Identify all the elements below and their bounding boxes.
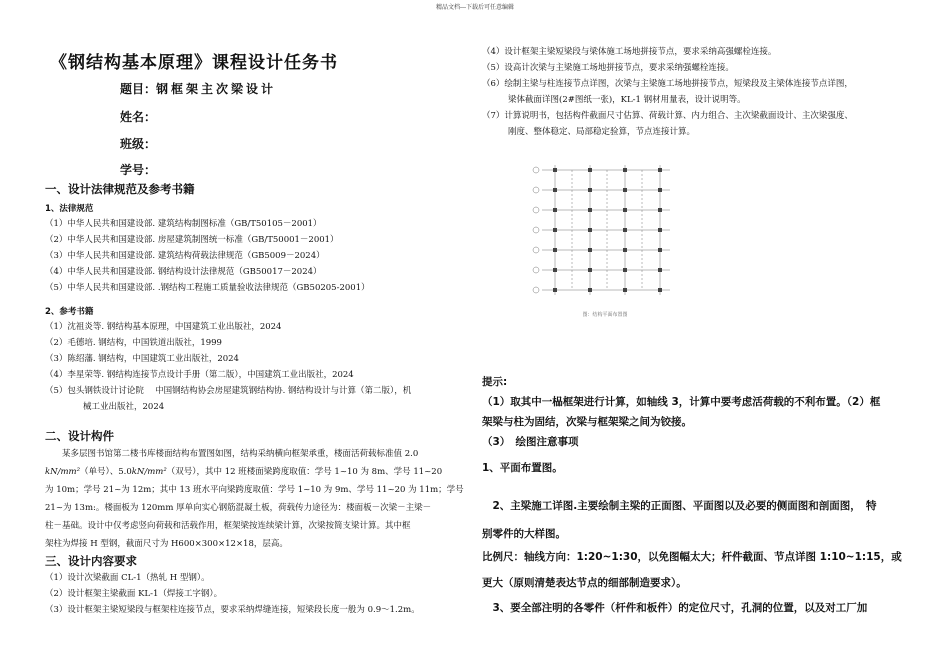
list-item: （1）沈祖炎等. 钢结构基本原理，中国建筑工业出版社，2024 [45,322,282,332]
hint-line: （3） 绘图注意事项 [482,436,579,448]
list-item: （5）包头钢铁设计讨论院 中国钢结构协会房屋建筑钢结构协. 钢结构设计与计算（第二版），机 [45,386,412,396]
note-main-beam [482,492,912,548]
paragraph-line: 某多层图书馆第二楼书库楼面结构布置图如图，结构采纳横向框架承重，楼面活荷载标准值 2.0 [62,449,419,459]
list-item: （2）毛德培. 钢结构，中国铁道出版社，1999 [45,338,222,348]
hint-block [482,392,912,452]
laws-heading: 1、法律规范 [45,204,94,214]
note-scale [482,544,912,596]
list-item: （2）设计框架主梁截面 KL-1（焊接工字钢）。 [45,589,223,599]
note-plan-layout: 1、平面布置图。 [482,462,563,474]
topic-value: 钢框架主次梁设计 [156,82,277,96]
note-dimensions: 3、要全部注明的各零件（杆件和板件）的定位尺寸，孔洞的位置，以及对工厂加 [482,602,868,614]
list-item: （1）中华人民共和国建设部. 建筑结构制图标准（GB/T50105－2001） [45,219,322,229]
topic-line [120,80,276,97]
class-label: 班级： [120,137,157,151]
paragraph-line: 为 10m；学号 21~为 12m；其中 13 班水平向梁跨度取值：学号 1~10 为 9m、学号 11~20 为 11m；学号 [45,485,464,495]
laws-list [45,216,465,296]
section-2-heading: 二、设计构件 [45,429,114,443]
hint-label: 提示: [482,376,508,388]
list-item: （2）中华人民共和国建设部. 房屋建筑制图统一标准（GB/T50001－2001） [45,235,339,245]
section-1-heading: 一、设计法律规范及参考书籍 [45,182,195,196]
unit: kN/mm² [131,467,167,477]
paragraph-line: 21~为 13m:。楼面板为 120mm 厚单向实心钢筋混凝土板，荷载传力途径为：楼面板－次梁－主梁－ [45,503,432,513]
section-3-heading: 三、设计内容要求 [45,554,137,568]
hint-line: 架梁与柱为固结，次梁与框架梁之间为铰接。 [482,416,692,428]
list-item: （3）设计框架主梁短梁段与框架柱连接节点，要求采纳焊缝连接，短梁段长度一般为 0.9～1.2m。 [45,605,420,615]
note-line: 比例尺：轴线方向：1:20~1:30，以免图幅太大；杆件截面、节点详图 1:10~1:15，或 [482,551,902,563]
books-list [45,319,465,415]
list-item: （4）李星荣等. 钢结构连接节点设计手册（第二版），中国建筑工业出版社，2024 [45,370,354,380]
list-item: （1）设计次梁截面 CL-1（热轧 H 型钢）。 [45,573,210,583]
document-title: 《钢结构基本原理》课程设计任务书 [50,53,338,73]
list-item-continued: 刚度、整体稳定、局部稳定验算，节点连接计算。 [508,127,696,137]
paragraph-line: 架柱为焊接 H 型钢，截面尺寸为 H600×300×12×18，层高。 [45,539,288,549]
list-item: （5）设高计次梁与主梁施工场地拼接节点，要求采纳强螺栓连接。 [482,63,734,73]
list-item: （6）绘制主梁与柱连接节点详图，次梁与主梁施工场地拼接节点，短梁段及主梁体连接节点详图， [482,79,853,89]
list-item-continued: 梁体截面详图(2#图纸一张)，KL-1 钢材用量表，设计说明等。 [508,95,746,105]
unit: kN/mm² [45,467,80,477]
requirements-continued [482,44,912,140]
design-description [45,445,465,553]
list-item: （7）计算说明书，包括构件截面尺寸估算、荷载计算、内力组合、主次梁截面设计、主次梁强度、 [482,111,853,121]
note-line: 2、主梁施工详图.主要绘制主梁的正面图、平面图以及必要的侧面图和剖面图， 特 [482,500,877,512]
figure-caption: 图：结构平面布置图 [582,312,628,318]
requirements-list [45,570,465,618]
list-item: （4）中华人民共和国建设部. 钢结构设计法律规范（GB50017－2024） [45,267,322,277]
list-item: （3）陈绍藩. 钢结构，中国建筑工业出版社，2024 [45,354,239,364]
note-line: 别零件的大样图。 [482,528,566,540]
hint-line: （1）取其中一榀框架进行计算，如轴线 3，计算中要考虑活荷载的不利布置。（2）框 [482,396,881,408]
structural-plan-figure [530,160,680,325]
books-heading: 2、参考书籍 [45,307,94,317]
list-item-continued: 械工业出版社，2024 [83,402,165,412]
paragraph-line: kN/mm²（单号）、5.0kN/mm²（双号），其中 12 班楼面梁跨度取值：学号 1~10 为 8m、学号 11~20 [45,467,443,477]
list-item: （5）中华人民共和国建设部. .钢结构工程施工质量验收法律规范（GB50205-2001） [45,283,370,293]
paragraph-line: 柱－基础。设计中仅考虑竖向荷载和活载作用，框架梁按连续梁计算，次梁按简支梁计算。其中框 [45,521,411,531]
student-id-label: 学号： [120,163,157,177]
name-label: 姓名： [120,110,157,124]
page-header: 精品文档---下载后可任意编辑 [435,4,515,11]
topic-label: 题目： [120,82,157,96]
list-item: （4）设计框架主梁短梁段与梁体施工场地拼接节点，要求采纳高强螺栓连接。 [482,47,777,57]
list-item: （3）中华人民共和国建设部. 建筑结构荷载法律规范（GB5009－2024） [45,251,325,261]
note-line: 更大（原则清楚表达节点的细部制造要求）。 [482,577,687,589]
